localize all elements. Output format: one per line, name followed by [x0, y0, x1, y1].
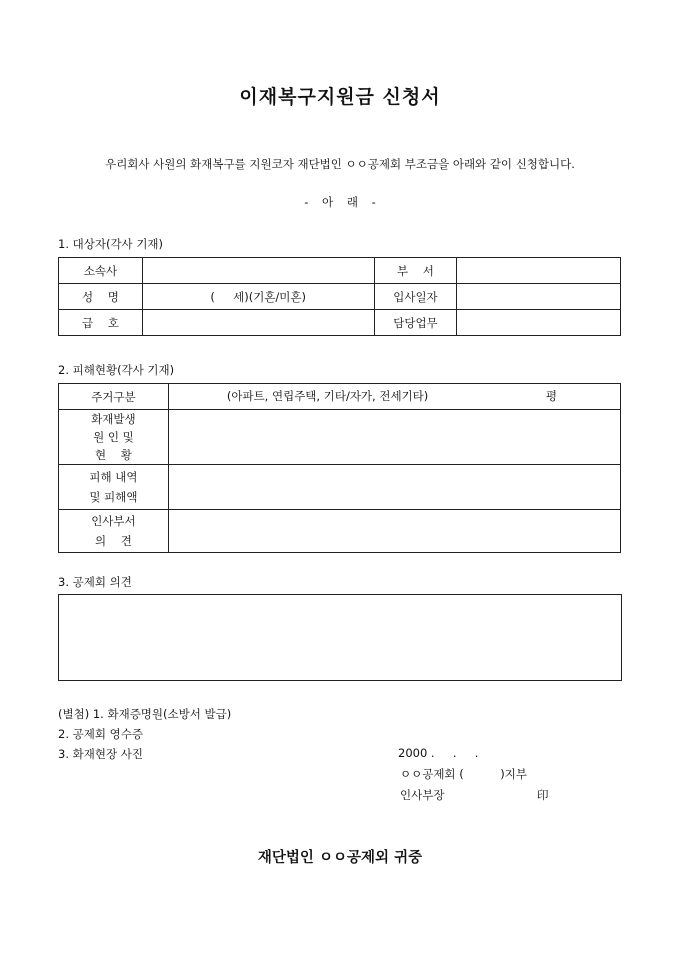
residence-field[interactable] — [168, 384, 620, 410]
damage-table — [58, 383, 621, 553]
form-title: 이재복구지원금 신청서 — [239, 86, 441, 108]
hr-label-line: 인사부서 — [91, 514, 136, 528]
hire-date-field[interactable] — [457, 284, 621, 310]
damage-field[interactable] — [168, 465, 620, 510]
table-row — [59, 410, 621, 465]
attachment-line: (별첨) 1. 화재증명원(소방서 발급) — [58, 707, 232, 721]
table-row — [59, 284, 621, 310]
duty-label: 담당업무 — [374, 310, 457, 336]
hr-label-line: 의 견 — [95, 534, 132, 548]
grade-label: 급 호 — [59, 310, 143, 336]
fire-label-line: 현 황 — [95, 448, 132, 462]
residence-unit: 평 — [545, 389, 557, 403]
affiliation-field[interactable] — [142, 258, 374, 284]
duty-field[interactable] — [457, 310, 621, 336]
residence-label: 주거구분 — [59, 384, 169, 410]
attachment-line: 2. 공제회 영수증 — [58, 727, 143, 741]
association-opinion-box[interactable] — [58, 594, 622, 681]
table-row — [59, 510, 621, 553]
fire-label — [59, 410, 169, 465]
affiliation-label: 소속사 — [59, 258, 143, 284]
fire-label-line: 원 인 및 — [93, 430, 134, 444]
name-label: 성 명 — [59, 284, 143, 310]
addressee: 재단법인 ㅇㅇ공제외 귀중 — [257, 849, 423, 866]
signature-date: 2000 . . . — [398, 746, 479, 760]
table-row — [59, 258, 621, 284]
table-row — [59, 384, 621, 410]
below-label: - 아 래 - — [304, 195, 376, 209]
intro-text: 우리회사 사원의 화재복구를 지원코자 재단법인 ㅇㅇ공제회 부조금을 아래와 같이 신청합니다. — [105, 157, 575, 171]
seal-mark: 印 — [537, 788, 549, 802]
hr-opinion-label — [59, 510, 169, 553]
fire-label-line: 화재발생 — [91, 412, 136, 426]
residence-options: (아파트, 연립주택, 기타/자가, 전세기타) — [226, 389, 429, 403]
department-label: 부 서 — [374, 258, 457, 284]
name-field[interactable]: ( 세)(기혼/미혼) — [142, 284, 374, 310]
damage-label-line: 및 피해액 — [89, 490, 138, 504]
section2-heading: 2. 피해현황(각사 기재) — [58, 363, 175, 377]
department-field[interactable] — [457, 258, 621, 284]
damage-label-line: 피해 내역 — [89, 470, 138, 484]
grade-field[interactable] — [142, 310, 374, 336]
fire-field[interactable] — [168, 410, 620, 465]
hire-date-label: 입사일자 — [374, 284, 457, 310]
section3-heading: 3. 공제회 의견 — [58, 575, 132, 589]
damage-label — [59, 465, 169, 510]
section1-heading: 1. 대상자(각사 기재) — [58, 237, 164, 251]
table-row — [59, 465, 621, 510]
attachment-line: 3. 화재현장 사진 — [58, 747, 143, 761]
applicant-table — [58, 257, 621, 336]
signature-manager: 인사부장 — [400, 788, 445, 802]
hr-opinion-field[interactable] — [168, 510, 620, 553]
signature-branch: ㅇㅇ공제회 ( )지부 — [400, 767, 527, 781]
table-row — [59, 310, 621, 336]
